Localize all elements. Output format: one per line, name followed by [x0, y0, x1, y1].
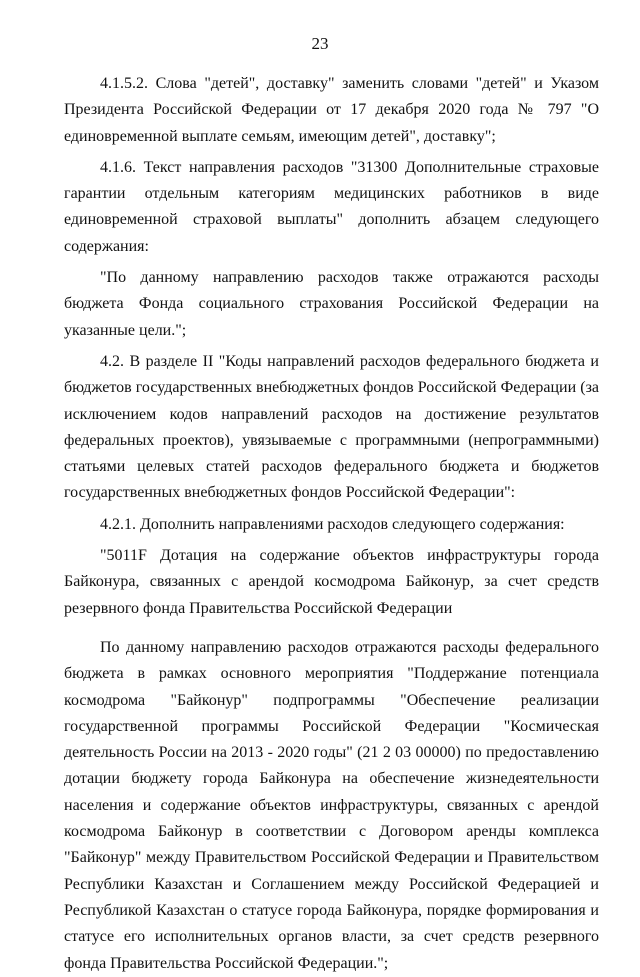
page-number: 23: [311, 34, 329, 53]
paragraph-insert-quote: "По данному направлению расходов также отражаются расходы бюджета Фонда социального страхования Российской Федерации на указанные цели.";: [64, 269, 599, 339]
paragraph-4-2-1: 4.2.1. Дополнить направлениями расходов следующего содержания:: [100, 515, 565, 533]
paragraph-4-1-6: 4.1.6. Текст направления расходов "31300 Дополнительные страховые гарантии отдельным категориям медицинских работников в виде единовременной страховой выплаты" дополнить абзацем следующего содержания:: [64, 158, 599, 255]
paragraph-4-2: 4.2. В разделе II "Коды направлений расходов федерального бюджета и бюджетов государственных внебюджетных фондов Российской Федерации (за исключением кодов направлений расходов на достижение результатов федеральных проектов), увязываемые с программными (непрограммными) статьями целевых статей расходов федерального бюджета и бюджетов государственных внебюджетных фондов Российской Федерации":: [64, 352, 599, 502]
paragraph-5011f-description: По данному направлению расходов отражаются расходы федерального бюджета в рамках основного мероприятия "Поддержание потенциала космодрома "Байконур" подпрограммы "Обеспечение реализации государственной программы Российской Федерации "Космическая деятельность России на 2013 - 2020 годы" (21 2 03 00000) по предоставлению дотации бюджету города Байконура на обеспечение жизнедеятельности населения и содержание объектов инфраструктуры, связанных с арендой космодрома Байконур в соответствии с Договором аренды комплекса "Байконур" между Правительством Российской Федерации и Правительством Республики Казахстан и Соглашением между Российской Федерацией и Республикой Казахстан о статусе города Байконура, порядке формирования и статусе его исполнительных органов власти, за счет средств резервного фонда Правительства Российской Федерации.";: [64, 638, 599, 972]
paragraph-5011f: "5011F Дотация на содержание объектов инфраструктуры города Байконура, связанных с арендой космодрома Байконур, за счет средств резервного фонда Правительства Российской Федерации: [64, 547, 599, 617]
paragraph-4-1-5-2: 4.1.5.2. Слова "детей", доставку" заменить словами "детей" и Указом Президента Российской Федерации от 17 декабря 2020 года № 797 "О единовременной выплате семьям, имеющим детей", доставку";: [64, 75, 599, 145]
document-body: [64, 71, 599, 977]
